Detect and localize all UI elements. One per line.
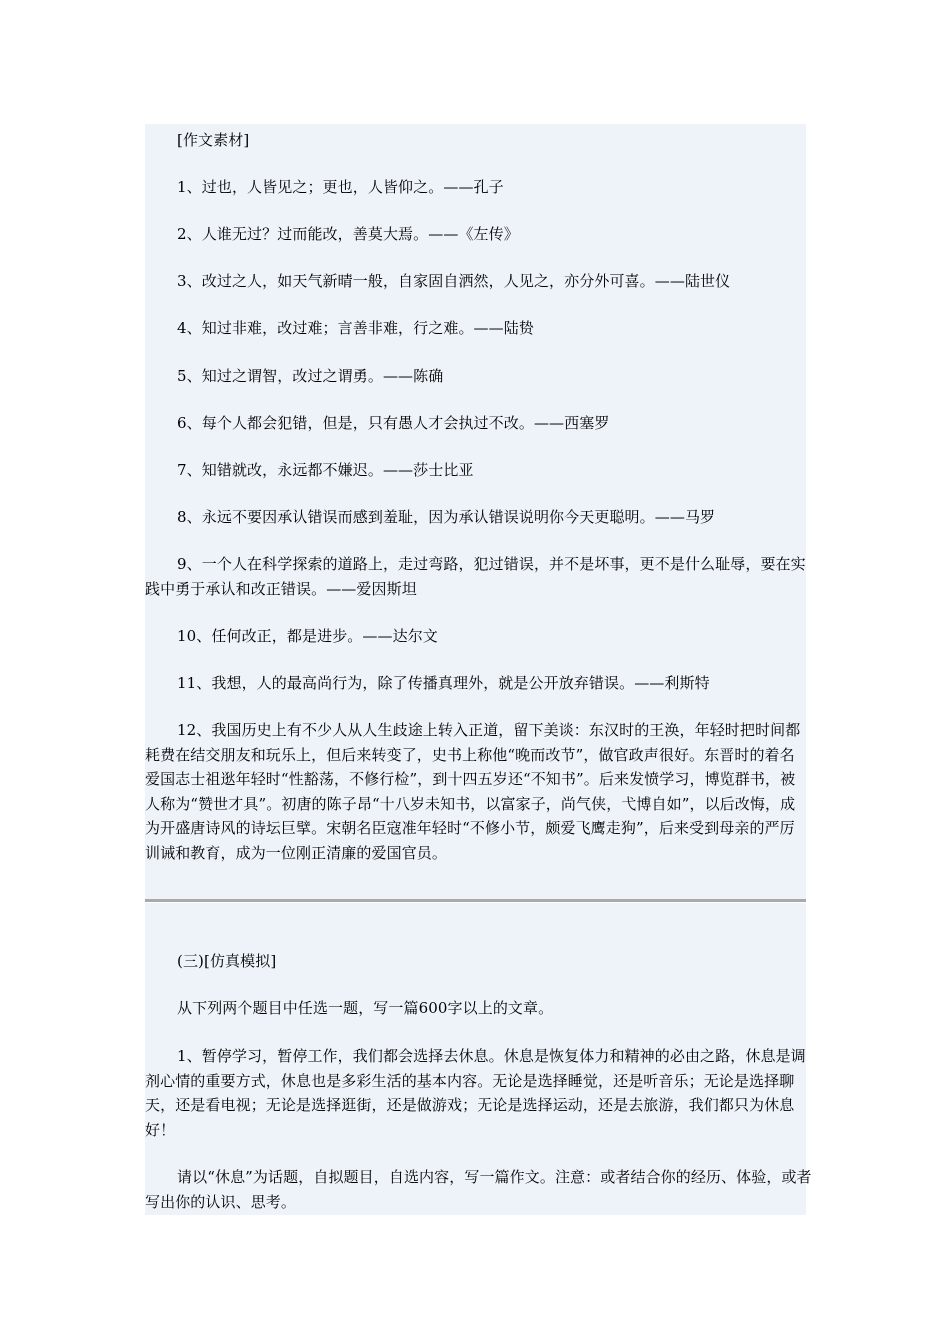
practice-intro: 从下列两个题目中任选一题，写一篇600字以上的文章。: [177, 999, 554, 1017]
practice-prompt-1: 1、暂停学习，暂停工作，我们都会选择去休息。休息是恢复体力和精神的必由之路，休息是调剂心情的重要方式，休息也是多彩生活的基本内容。无论是选择睡觉，还是听音乐；无论是选择聊天，还是看电视；无论是选择逛街，还是做游戏；无论是选择运动，还是去旅游，我们都只为休息好！: [145, 1047, 806, 1139]
practice-heading: (三)[仿真模拟]: [177, 952, 277, 970]
practice-instruction: 请以“休息”为话题，自拟题目，自选内容，写一篇作文。注意：或者结合你的经历、体验，或者写出你的认识、思考。: [145, 1168, 812, 1211]
quote-12: 12、我国历史上有不少人从人生歧途上转入正道，留下美谈：东汉时的王涣，年轻时把时间都耗费在结交朋友和玩乐上，但后来转变了，史书上称他“晚而改节”，做官政声很好。东晋时的着名爱国志士祖逖年轻时“性豁荡，不修行检”，到十四五岁还“不知书”。后来发愤学习，博览群书，被人称为“赞世才具”。初唐的陈子昂“十八岁未知书，以富家子，尚气侠，弋博自如”，以后改悔，成为开盛唐诗风的诗坛巨擘。宋朝名臣寇准年轻时“不修小节，颇爱飞鹰走狗”，后来受到母亲的严厉训诫和教育，成为一位刚正清廉的爱国官员。: [145, 721, 801, 862]
quote-7: 7、知错就改，永远都不嫌迟。——莎士比亚: [177, 461, 474, 479]
quote-8: 8、永远不要因承认错误而感到羞耻，因为承认错误说明你今天更聪明。——马罗: [177, 508, 716, 526]
quote-1: 1、过也，人皆见之；更也，人皆仰之。——孔子: [177, 178, 504, 196]
material-heading: [作文素材]: [177, 131, 250, 149]
quote-11: 11、我想，人的最高尚行为，除了传播真理外，就是公开放弃错误。——利斯特: [177, 674, 710, 692]
quote-3: 3、改过之人，如天气新晴一般，自家固自洒然，人见之，亦分外可喜。——陆世仪: [177, 272, 731, 290]
quote-4: 4、知过非难，改过难；言善非难，行之难。——陆贽: [177, 319, 534, 337]
quote-2: 2、人谁无过？过而能改，善莫大焉。——《左传》: [177, 225, 519, 243]
quote-5: 5、知过之谓智，改过之谓勇。——陈确: [177, 367, 444, 385]
quote-10: 10、任何改正，都是进步。——达尔文: [177, 627, 438, 645]
section-divider: [145, 899, 806, 902]
quote-9: 9、一个人在科学探索的道路上，走过弯路，犯过错误，并不是坏事，更不是什么耻辱，要在实践中勇于承认和改正错误。——爱因斯坦: [145, 555, 806, 598]
quote-6: 6、每个人都会犯错，但是，只有愚人才会执过不改。——西塞罗: [177, 414, 610, 432]
